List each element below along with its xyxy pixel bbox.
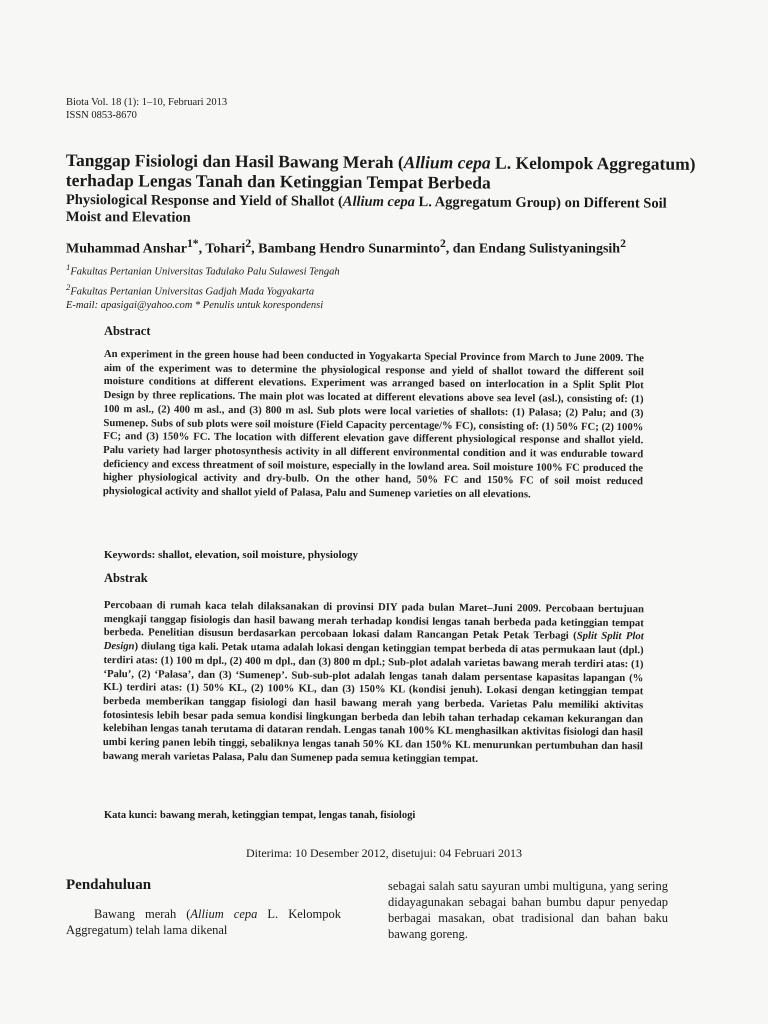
author-name: Tohari (205, 241, 246, 257)
journal-citation: Biota Vol. 18 (1): 1–10, Februari 2013 (66, 97, 228, 108)
title-id-part-2: L. Kelompok Aggregatum) terhadap Lengas Tanah dan Ketinggian Tempat Berbeda (65, 152, 696, 193)
author-name: Bambang Hendro Sunarminto (258, 241, 440, 257)
title-id-species: Allium cepa (403, 152, 491, 173)
author-affil-mark: 2 (439, 237, 446, 250)
intro-left-part-2: L. Kelompok Aggregatum) telah lama dikenal (66, 907, 341, 937)
journal-issn: ISSN 0853-8670 (66, 110, 137, 121)
affiliation-2 (66, 280, 340, 300)
abstrak-design-italic: Split Split Plot Design (103, 630, 644, 653)
author-separator: , dan (445, 241, 479, 257)
journal-info (66, 96, 227, 122)
abstrak-text-part-1: Percobaan di rumah kaca telah dilaksanakan di provinsi DIY pada bulan Maret–Juni 2009. Percobaan bertujuan mengkaji tanggap fisiologis dan hasil bawang merah terhadap kondisi lengas tanah berbeda pada ketinggian tempat berbeda. Penelitian disusun berdasarkan percobaan lokasi dalam Rancangan Petak Petak Terbagi ( (103, 599, 644, 643)
title-indonesian (66, 150, 696, 194)
abstract-heading: Abstract (104, 324, 151, 338)
received-dates: Diterima: 10 Desember 2012, disetujui: 04 Februari 2013 (246, 846, 522, 860)
intro-heading: Pendahuluan (66, 877, 152, 893)
corresponding-email: E-mail: apasigai@yahoo.com * Penulis untuk korespondensi (66, 300, 324, 311)
author-affil-mark: 2 (620, 237, 626, 250)
affiliation-1 (66, 260, 340, 280)
abstrak-text (103, 599, 644, 768)
affiliations (66, 260, 340, 313)
title-en-species: Allium cepa (342, 193, 415, 211)
author-affil-mark: 2 (245, 237, 252, 250)
affiliation-mark: 2 (66, 281, 71, 292)
title-en-part-2: L. Aggregatum Group) on Different Soil Moist and Elevation (65, 194, 667, 226)
abstrak-heading: Abstrak (104, 571, 148, 585)
author-affil-mark: 1* (186, 237, 199, 250)
abstrak-text-part-2: ) diulang tiga kali. Petak utama adalah lokasi dengan ketinggian tempat berbeda di atas permukaan laut (dpl.) terdiri atas: (1) 100 m dpl., (2) 400 m dpl., dan (3) 800 m dpl.; Sub-plot adalah varietas bawang merah terdiri atas: (1) ‘Palu’, (2) ‘Palasa’, dan (3) ‘Sumenep’. Sub-sub-plot adalah lengas tanah dalam persentase kapasitas lapangan (% KL) terdiri atas: (1) 50% KL, (2) 100% KL, dan (3) 150% KL (kondisi jenuh). Lokasi dengan ketinggian tempat berbeda memberikan tanggap fisiologi dan hasil bawang merah yang berbeda. Varietas Palu memiliki aktivitas fotosintesis lebih besar pada semua kondisi lingkungan berbeda dan lebih tahan terhadap cekaman kekurangan dan kelebihan lengas tanah terutama di dataran rendah. Lengas tanah 100% KL menghasilkan aktivitas fisiologi dan hasil umbi kering panen lebih tinggi, sebaliknya lengas tanah 50% KL dan 150% KL menurunkan pertumbuhan dan hasil bawang merah varietas Palasa, Palu dan Sumenep pada semua ketinggian tempat. (102, 640, 644, 765)
author-name: Endang Sulistyaningsih (478, 241, 621, 257)
author-name: Muhammad Anshar (66, 241, 187, 257)
intro-left-column (66, 906, 341, 938)
affiliation-mark: 1 (66, 262, 71, 272)
intro-species: Allium cepa (190, 907, 258, 921)
kata-kunci: Kata kunci: bawang merah, ketinggian tempat, lengas tanah, fisiologi (104, 810, 416, 821)
author-list (66, 235, 696, 258)
intro-left-part-1: Bawang merah ( (94, 907, 191, 921)
author-separator: , (251, 241, 259, 257)
title-id-part-1: Tanggap Fisiologi dan Hasil Bawang Merah ( (65, 150, 404, 173)
affiliation-text: Fakultas Pertanian Universitas Tadulako Palu Sulawesi Tengah (70, 266, 340, 278)
title-english (66, 192, 696, 230)
affiliation-text: Fakultas Pertanian Universitas Gadjah Mada Yogyakarta (70, 286, 315, 297)
title-en-part-1: Physiological Response and Yield of Shallot ( (65, 192, 343, 210)
abstract-text: An experiment in the green house had been conducted in Yogyakarta Special Province from March to June 2009. The aim of the experiment was to determine the physiological response and yield of shallot toward the different soil moisture conditions at different elevations. Experiment was arranged based on interlocation in a Split Split Plot Design by three replications. The main plot was located at different elevations above sea level (asl.), consisting of: (1) 100 m asl., (2) 400 m asl., and (3) 800 m asl. Sub plots were local varieties of shallots: (1) Palasa; (2) Palu; and (3) Sumenep. Subs of sub plots were soil moisture (Field Capacity percentage/% FC), consisting of: (1) 50% FC; (2) 100% FC; and (3) 150% FC. The location with different elevation gave different physiological response and shallot yield. Palu variety had larger photosynthesis activity in all different environmental condition and it was endurable toward deficiency and excess threatment of soil moisture, especially in the lowland area. Soil moisture 100% FC produced the higher physiological activity and dry-bulb. On the other hand, 50% FC and 150% FC of soil moist reduced physiological activity and shallot yield of Palasa, Palu and Sumenep varieties on all elevations. (102, 348, 644, 501)
intro-right-column: sebagai salah satu sayuran umbi multiguna, yang sering didayagunakan sebagai bahan bumbu dapur penyedap berbagai masakan, obat tradisional dan bahan baku bawang goreng. (388, 879, 668, 941)
author-separator: , (198, 241, 206, 257)
keywords: Keywords: shallot, elevation, soil moisture, physiology (104, 549, 359, 561)
